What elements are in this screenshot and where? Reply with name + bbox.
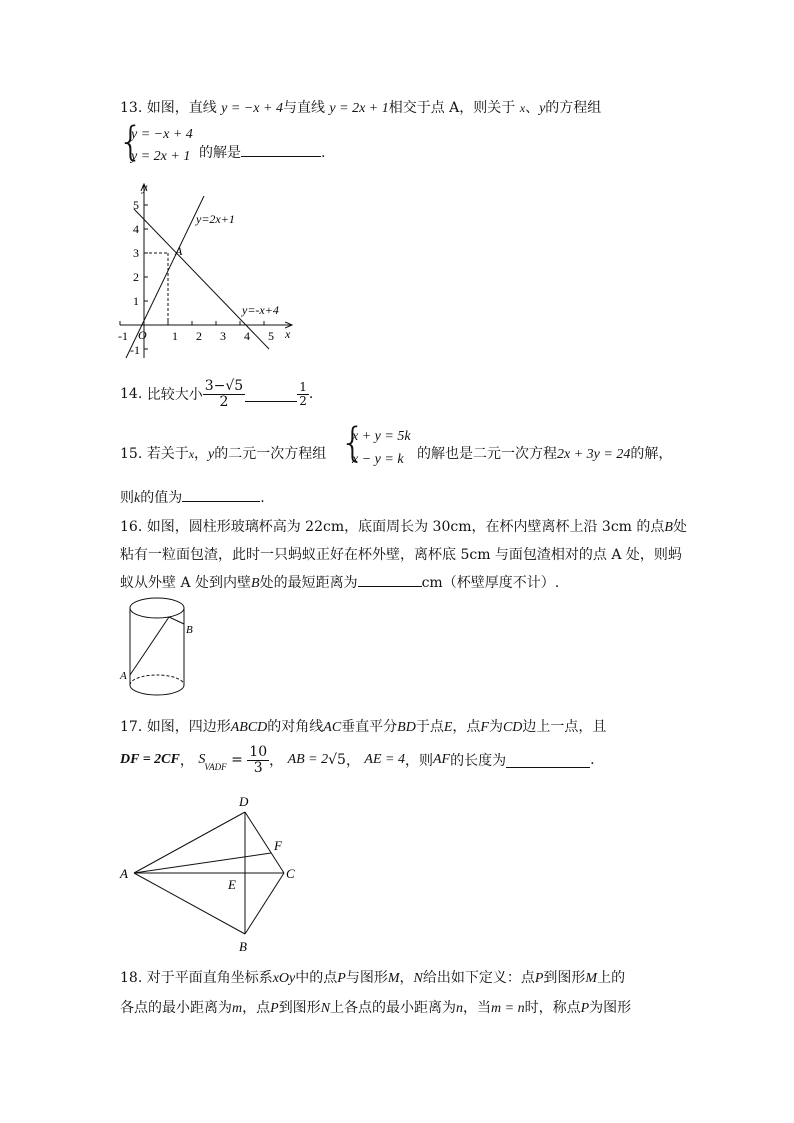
- y-tick-label: 4: [133, 222, 139, 236]
- x-tick-label: 5: [268, 329, 274, 343]
- q15-line1: 15. 若关于x，y的二元一次方程组: [120, 446, 327, 462]
- x-tick-label: 1: [172, 329, 178, 343]
- q14-answer-blank: [245, 387, 297, 402]
- q13-answer-line: 的解是 .: [199, 142, 325, 162]
- q15-answer-blank: [182, 487, 260, 502]
- q14-number: 14.: [120, 386, 143, 403]
- line2-label: y=-x+4: [242, 303, 279, 317]
- q15-system-brace: {: [340, 420, 366, 466]
- cylinder-top: [130, 598, 184, 618]
- y-axis-label: y: [142, 180, 148, 194]
- x-tick-label: -1: [118, 329, 128, 343]
- q15-line2: 则k的值为 .: [120, 487, 265, 507]
- q16-number: 16.: [120, 519, 143, 535]
- q14-line: 14. 比较大小 $\frac{3-√5}{2}$ $\frac{1}{2}$ .: [120, 378, 314, 410]
- y-tick-label: -1: [130, 343, 140, 357]
- label-C: C: [286, 866, 295, 881]
- label-F: F: [274, 838, 282, 853]
- q17-line1: 17. 如图，四边形ABCD的对角线AC垂直平分BD于点E，点F为CD边上一点，且: [120, 719, 607, 735]
- q13-graph: [112, 178, 312, 368]
- cylinder-bottom-front: [130, 685, 184, 695]
- x-tick-label: 4: [244, 329, 250, 343]
- q13-answer-blank: [241, 142, 321, 157]
- q14-fraction-left: $\frac{3-√5}{2}$: [204, 378, 244, 410]
- q13-number: 13.: [120, 100, 143, 116]
- x-tick-label: 3: [220, 329, 226, 343]
- segment-BC: [245, 873, 284, 934]
- label-A: A: [120, 670, 127, 682]
- segment-AF: [134, 853, 271, 873]
- label-A: A: [120, 866, 128, 881]
- q18-number: 18.: [120, 970, 143, 986]
- label-E: E: [228, 877, 236, 892]
- label-D: D: [239, 794, 249, 809]
- x-tick-label: 2: [196, 329, 202, 343]
- segment-AD: [134, 812, 245, 873]
- x-axis-label: x: [285, 327, 291, 341]
- q16-line1: 16. 如图，圆柱形玻璃杯高为 22cm，底面周长为 30cm，在杯内壁离杯上沿 3cm 的点B处: [120, 519, 687, 535]
- q13-system-eq2: y = 2x + 1: [131, 149, 191, 164]
- q15-system-eq2: x − y = k: [352, 452, 404, 467]
- q13-system-brace: {: [118, 119, 144, 165]
- q16-answer-blank: [358, 572, 422, 587]
- y-tick-label: 3: [133, 246, 139, 260]
- cylinder-bottom-back: [130, 675, 184, 685]
- q13-line1: 13. 如图，直线 y = −x + 4与直线 y = 2x + 1相交于点 A，则关于 x、y的方程组: [120, 100, 602, 116]
- q13-system-eq1: y = −x + 4: [131, 127, 193, 142]
- path-rim-to-B: [169, 617, 184, 624]
- y-tick-label: 1: [133, 294, 139, 308]
- q18-line2: 各点的最小距离为m，点P到图形N上各点的最小距离为n，当m = n时，称点P为图形: [120, 1000, 632, 1016]
- q15-system-eq1: x + y = 5k: [352, 429, 411, 444]
- q15-number: 15.: [120, 446, 143, 462]
- path-A-to-rim: [130, 617, 169, 675]
- label-B: B: [239, 939, 247, 954]
- q17-quadrilateral-figure: [114, 792, 314, 957]
- line1-label: y=2x+1: [196, 212, 235, 226]
- y-tick-label: 2: [133, 270, 139, 284]
- q14-fraction-right: $\frac{1}{2}$: [299, 380, 307, 408]
- point-A-label: A: [175, 244, 183, 258]
- q16-line3: 蚁从外壁 A 处到内壁B处的最短距离为 cm（杯壁厚度不计）.: [120, 572, 559, 592]
- y-tick-label: 5: [133, 198, 139, 212]
- q17-area-fraction: $\frac{10}{3}$: [249, 744, 268, 776]
- q17-answer-blank: [506, 753, 590, 768]
- origin-label: O: [138, 328, 147, 342]
- q18-line1: 18. 对于平面直角坐标系xOy中的点P与图形M，N给出如下定义：点P到图形M上的: [120, 970, 626, 986]
- q16-cylinder-figure: [112, 595, 202, 710]
- label-B: B: [186, 624, 193, 636]
- q15-line1-tail: 的解也是二元一次方程2x + 3y = 24的解，: [417, 446, 673, 462]
- line-y-neg-x-plus-4: [134, 209, 269, 349]
- q17-line2: DF = 2CF， $S_{VADF}$ = $\frac{10}{3}$ ， AB = 2√5， AE = 4，则AF的长度为 .: [120, 744, 595, 776]
- q16-line2: 粘有一粒面包渣，此时一只蚂蚁正好在杯外壁，离杯底 5cm 与面包渣相对的点 A 处，则蚂: [120, 547, 682, 563]
- q17-number: 17.: [120, 719, 143, 735]
